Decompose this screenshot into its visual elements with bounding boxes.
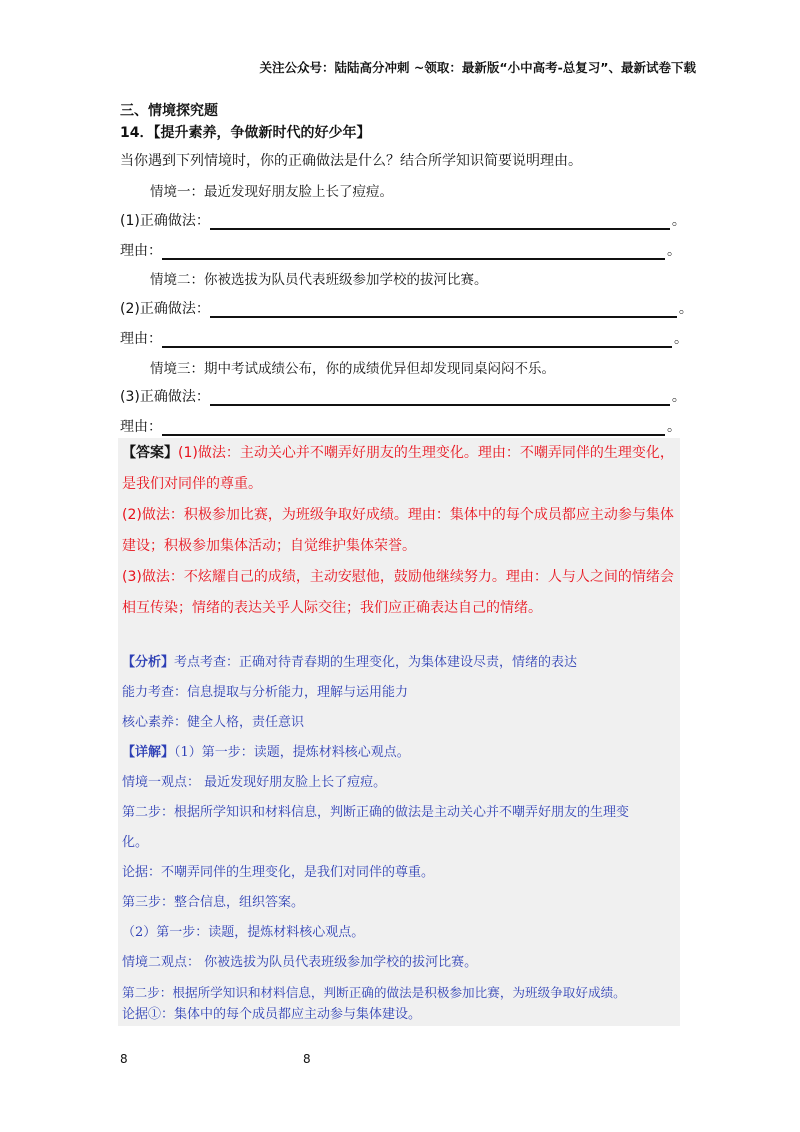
analysis-line-2: 能力考查：信息提取与分析能力，理解与运用能力	[122, 685, 409, 700]
detail-line-2: 情境一观点： 最近发现好朋友脸上长了痘痘。	[122, 775, 387, 790]
analysis-text: 考点考查：正确对待青春期的生理变化，为集体建设尽责，情绪的表达	[174, 655, 578, 670]
answer-tag: 【答案】	[122, 445, 178, 461]
detail-line-1	[122, 738, 678, 768]
scenario-3-method-row	[120, 386, 686, 406]
answer-blank[interactable]	[162, 420, 665, 436]
period: 。	[671, 213, 686, 229]
detail-line-5: 论据：不嘲弄同伴的生理变化，是我们对同伴的尊重。	[122, 865, 435, 880]
detail-line-7: （2）第一步：读题，提炼材料核心观点。	[122, 925, 365, 940]
footer-page-number-center: 8	[303, 1052, 311, 1066]
scenario-2-reason-row	[120, 328, 688, 348]
scenario-2-text: 情境二：你被选拔为队员代表班级参加学校的拔河比赛。	[150, 272, 488, 288]
method-label: (1)正确做法：	[120, 213, 210, 229]
footer-page-number-left: 8	[120, 1052, 128, 1066]
page-header: 关注公众号：陆陆高分冲刺 ~领取：最新版“小中高考-总复习”、最新试卷下载	[259, 60, 696, 75]
detail-text: （1）第一步：读题，提炼材料核心观点。	[174, 745, 410, 760]
answer-blank[interactable]	[210, 302, 677, 318]
answer-line-2: 是我们对同伴的尊重。	[122, 476, 262, 492]
scenario-2-method-row	[120, 298, 693, 318]
question-intro: 当你遇到下列情境时，你的正确做法是什么？结合所学知识简要说明理由。	[120, 153, 582, 169]
analysis-tag: 【分析】	[122, 655, 175, 670]
period: 。	[678, 301, 693, 317]
scenario-1-reason-row	[120, 240, 681, 260]
scenario-1-method-row	[120, 210, 686, 230]
answer-blank[interactable]	[162, 244, 665, 260]
detail-line-10: 论据①：集体中的每个成员都应主动参与集体建设。	[122, 1007, 422, 1022]
answer-line-1	[122, 438, 674, 469]
answer-line-4: 建设；积极参加集体活动；自觉维护集体荣誉。	[122, 538, 416, 554]
period: 。	[667, 419, 681, 435]
answer-blank[interactable]	[210, 214, 670, 230]
section-title: 三、情境探究题	[120, 103, 218, 119]
scenario-1-text: 情境一：最近发现好朋友脸上长了痘痘。	[150, 184, 393, 200]
reason-label: 理由：	[120, 419, 162, 435]
period: 。	[667, 243, 681, 259]
period: 。	[671, 389, 686, 405]
answer-text: (1)做法：主动关心并不嘲弄好朋友的生理变化。理由：不嘲弄同伴的生理变化，	[178, 445, 674, 461]
scenario-3-reason-row	[120, 416, 681, 436]
analysis-line-3: 核心素养：健全人格，责任意识	[122, 715, 305, 730]
detail-line-3: 第二步：根据所学知识和材料信息，判断正确的做法是主动关心并不嘲弄好朋友的生理变	[122, 805, 630, 820]
answer-line-6: 相互传染；情绪的表达关乎人际交往；我们应正确表达自己的情绪。	[122, 600, 542, 616]
scenario-3-text: 情境三：期中考试成绩公布，你的成绩优异但却发现同桌闷闷不乐。	[150, 361, 555, 377]
answer-line-5: (3)做法：不炫耀自己的成绩，主动安慰他，鼓励他继续努力。理由：人与人之间的情绪会	[122, 569, 674, 585]
method-label: (2)正确做法：	[120, 301, 210, 317]
answer-blank[interactable]	[162, 332, 672, 348]
detail-line-4: 化。	[122, 835, 149, 850]
detail-line-6: 第三步：整合信息，组织答案。	[122, 895, 305, 910]
detail-tag: 【详解】	[122, 745, 175, 760]
period: 。	[674, 331, 688, 347]
answer-line-3: (2)做法：积极参加比赛，为班级争取好成绩。理由：集体中的每个成员都应主动参与集体	[122, 507, 674, 523]
analysis-line-1	[122, 648, 678, 678]
answer-blank[interactable]	[210, 390, 670, 406]
reason-label: 理由：	[120, 331, 162, 347]
reason-label: 理由：	[120, 243, 162, 259]
detail-line-8: 情境二观点： 你被选拔为队员代表班级参加学校的拔河比赛。	[122, 955, 478, 970]
method-label: (3)正确做法：	[120, 389, 210, 405]
detail-line-9: 第二步：根据所学知识和材料信息，判断正确的做法是积极参加比赛，为班级争取好成绩。	[122, 985, 626, 1000]
question-title: 14．【提升素养，争做新时代的好少年】	[120, 125, 371, 141]
